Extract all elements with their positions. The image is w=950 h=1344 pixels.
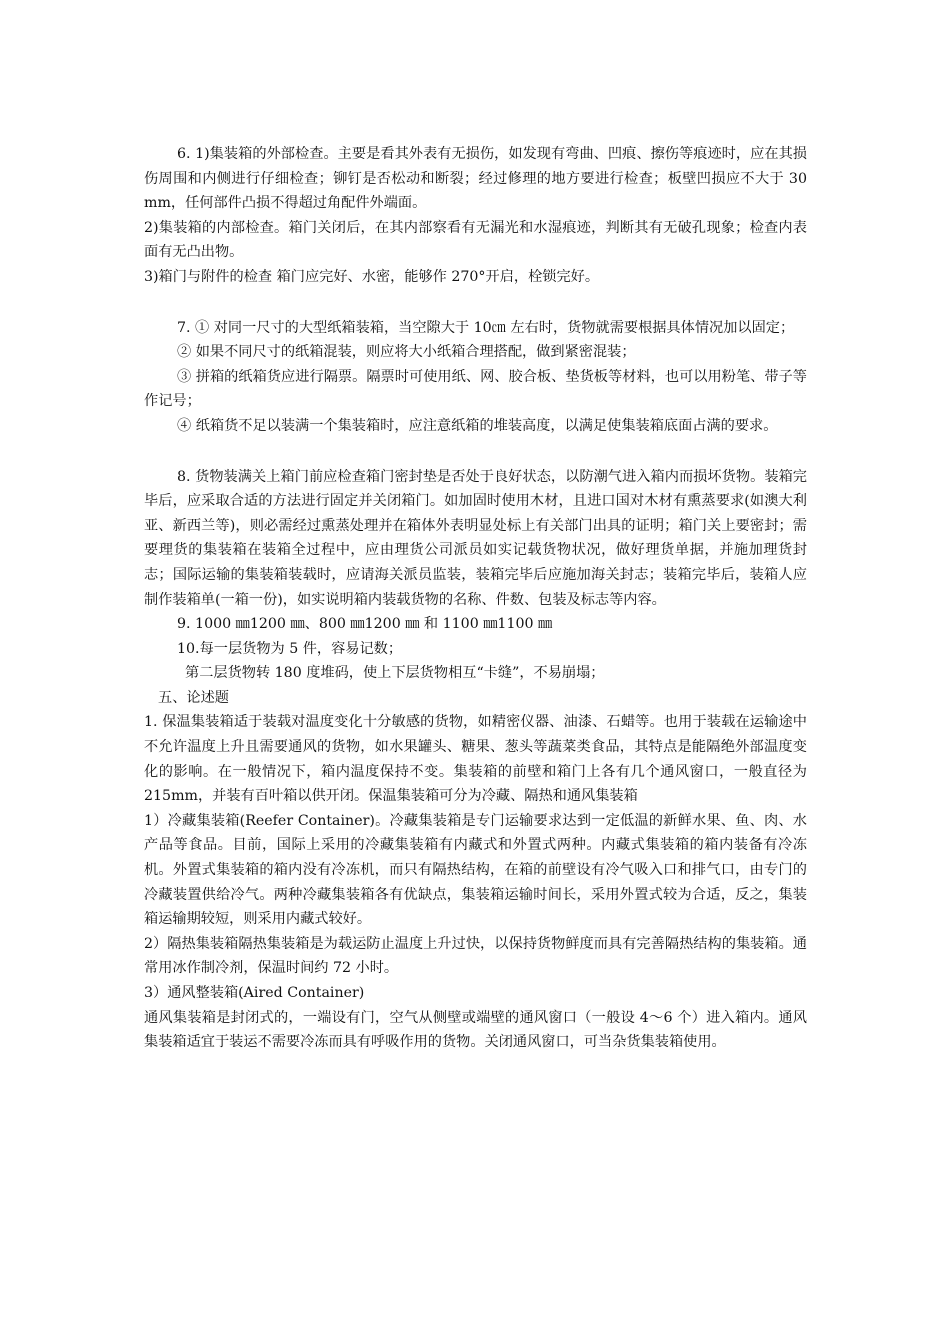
item-7-point-4: ④ 纸箱货不足以装满一个集装箱时，应注意纸箱的堆装高度，以满足使集装箱底面占满的要求。 — [177, 417, 778, 434]
item-6-interior-check: 2)集装箱的内部检查。箱门关闭后，在其内部察看有无漏光和水湿痕迹，判断其有无破孔现象；检查内表面有无凸出物。 — [144, 219, 807, 261]
item-8: 8. 货物装满关上箱门前应检查箱门密封垫是否处于良好状态，以防潮气进入箱内而损坏货物。装箱完毕后，应采取合适的方法进行固定并关闭箱门。如加固时使用木材，且进口国对木材有熏蒸要求(如澳大利亚、新西兰等)，则必需经过熏蒸处理并在箱体外表明显处标上有关部门出具的证明；箱门关上要密封；需要理货的集装箱在装箱全过程中，应由理货公司派员如实记载货物状况，做好理货单据，并施加理货封志；国际运输的集装箱装载时，应请海关派员监装，装箱完毕后应施加海关封志；装箱完毕后，装箱人应制作装箱单(一箱一份)，如实说明箱内装载货物的名称、件数、包装及标志等内容。 — [144, 468, 807, 608]
item-10-line-1: 10.每一层货物为 5 件，容易记数； — [177, 640, 403, 657]
essay-aired-heading: 3）通风整装箱(Aired Container) — [144, 985, 365, 1001]
essay-aired-body: 通风集装箱是封闭式的，一端设有门，空气从侧壁或端壁的通风窗口（一般设 4～6 个）进入箱内。通风集装箱适宜于装运不需要冷冻而具有呼吸作用的货物。关闭通风窗口，可当杂货集装箱使用。 — [144, 1009, 807, 1051]
part-5-heading: 五、论述题 — [158, 689, 229, 706]
essay-reefer: 1）冷藏集装箱(Reefer Container)。冷藏集装箱是专门运输要求达到一定低温的新鲜水果、鱼、肉、水产品等食品。目前，国际上采用的冷藏集装箱有内藏式和外置式两种。内藏式集装箱的箱内装备有冷冻机。外置式集装箱的箱内没有冷冻机，而只有隔热结构，在箱的前壁设有冷气吸入口和排气口，由专门的冷藏装置供给冷气。两种冷藏集装箱各有优缺点，集装箱运输时间长，采用外置式较为合适，反之，集装箱运输期较短，则采用内藏式较好。 — [144, 812, 807, 928]
section-7 — [144, 316, 807, 439]
essay-intro: 1. 保温集装箱适于装载对温度变化十分敏感的货物，如精密仪器、油漆、石蜡等。也用于装载在运输途中不允许温度上升且需要通风的货物，如水果罐头、糖果、葱头等蔬菜类食品，其特点是能隔绝外部温度变化的影响。在一般情况下，箱内温度保持不变。集装箱的前壁和箱门上各有几个通风窗口，一般直径为 215mm，并装有百叶箱以供开闭。保温集装箱可分为冷藏、隔热和通风集装箱 — [144, 714, 807, 805]
essay-insulated: 2）隔热集装箱隔热集装箱是为载运防止温度上升过快，以保持货物鲜度而具有完善隔热结构的集装箱。通常用冰作制冷剂，保温时间约 72 小时。 — [144, 935, 807, 977]
item-7-point-3: ③ 拼箱的纸箱货应进行隔票。隔票时可使用纸、网、胶合板、垫货板等材料，也可以用粉笔、带子等作记号； — [144, 368, 807, 410]
item-6-door-check: 3)箱门与附件的检查 箱门应完好、水密，能够作 270°开启，栓锁完好。 — [144, 268, 600, 285]
item-7-point-2: ② 如果不同尺寸的纸箱混装，则应将大小纸箱合理搭配，做到紧密混装； — [177, 344, 636, 361]
item-7-point-1: 7. ① 对同一尺寸的大型纸箱装箱，当空隙大于 10㎝ 左右时，货物就需要根据具体情况加以固定； — [177, 319, 795, 336]
item-9-pallet-sizes: 9. 1000 ㎜1200 ㎜、800 ㎜1200 ㎜ 和 1100 ㎜1100 ㎜ — [177, 616, 553, 633]
essay-section — [144, 710, 807, 1054]
section-8-to-10 — [144, 465, 807, 686]
item-6-exterior-check: 6. 1)集装箱的外部检查。主要是看其外表有无损伤，如发现有弯曲、凹痕、擦伤等痕迹时，应在其损伤周围和内侧进行仔细检查；铆钉是否松动和断裂；经过修理的地方要进行检查；板壁凹损应不大于 30 mm，任何部件凸损不得超过角配件外端面。 — [144, 146, 807, 212]
item-10-line-2: 第二层货物转 180 度堆码，使上下层货物相互“卡缝”，不易崩塌； — [185, 665, 605, 682]
section-6 — [144, 142, 807, 290]
